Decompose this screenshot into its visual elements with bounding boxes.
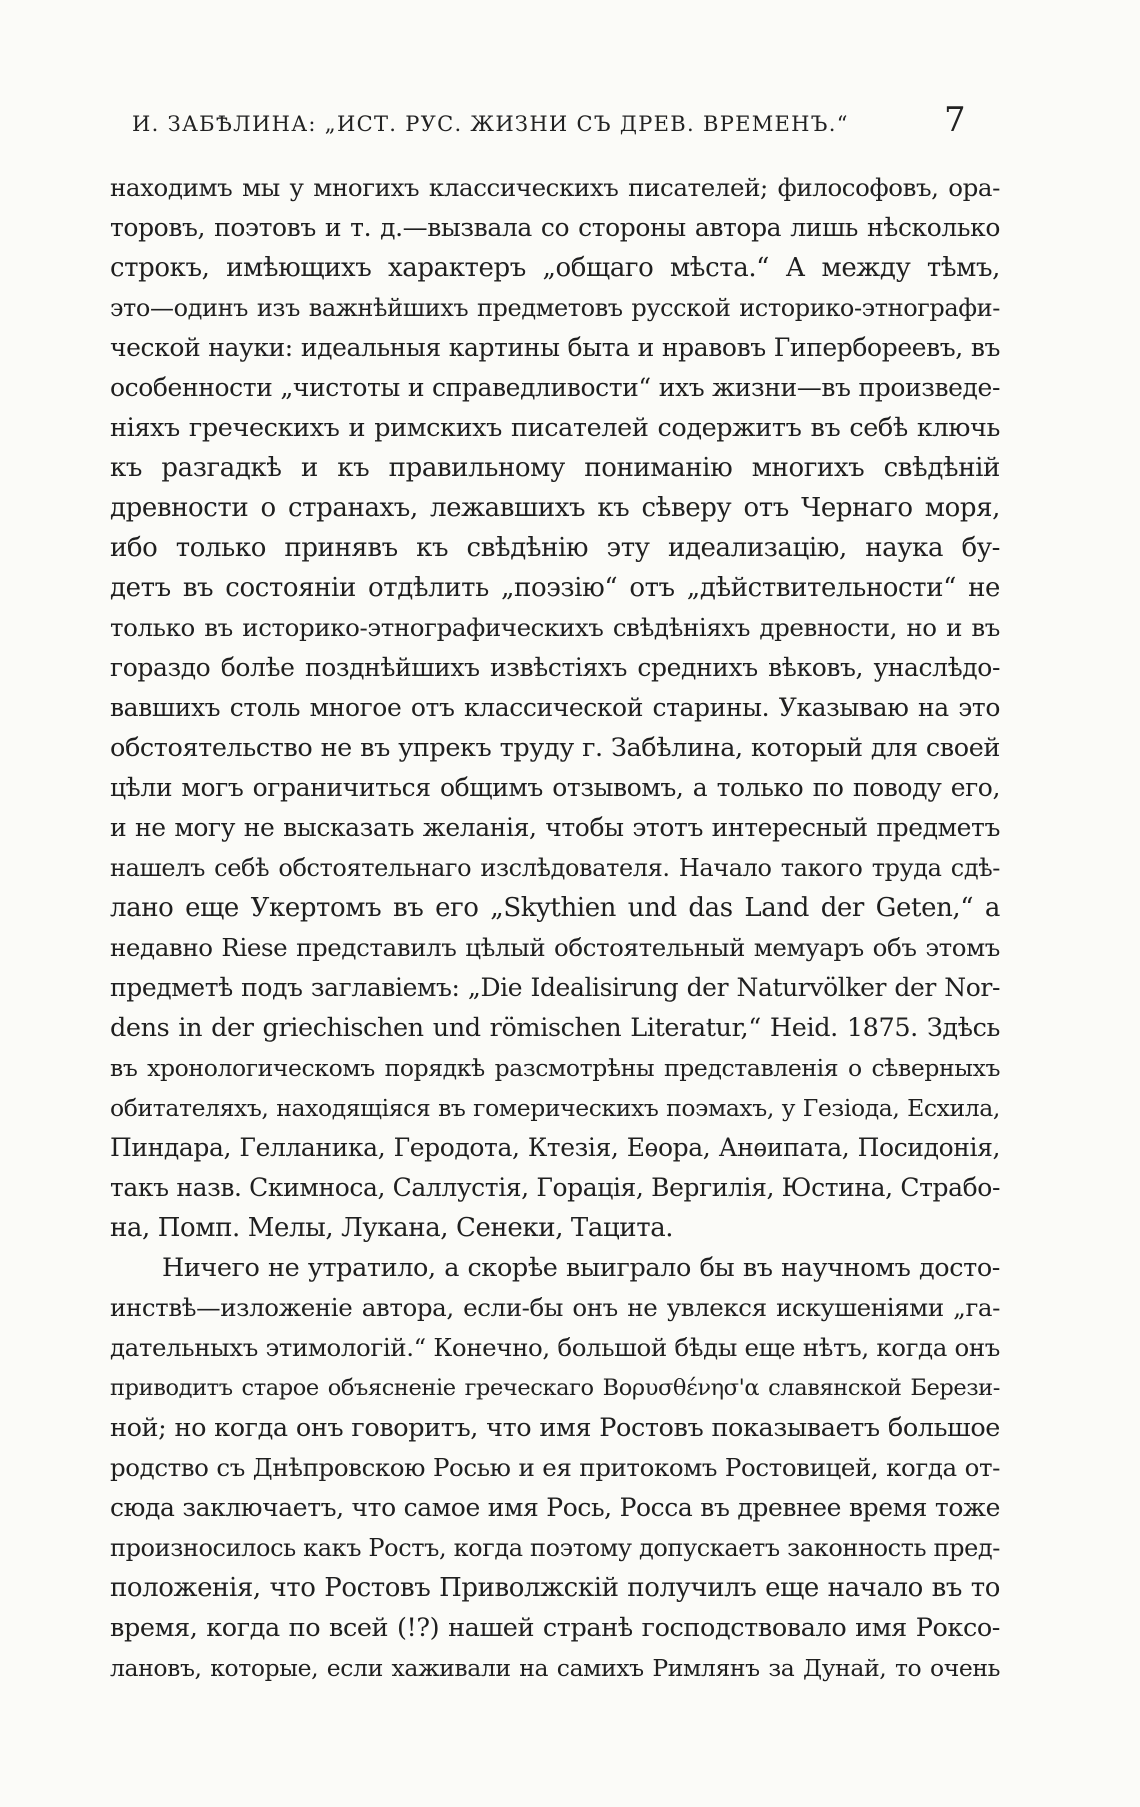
text-line: предметѣ подъ заглавіемъ: „Die Idealisirung der Naturvölker der Nor- xyxy=(110,973,1000,1002)
text-line: ной; но когда онъ говоритъ, что имя Ростовъ показываетъ большое xyxy=(110,1413,1000,1443)
text-line: Пиндара, Гелланика, Геродота, Ктезія, Еѳора, Анѳипата, Посидонія, xyxy=(110,1133,1000,1162)
text-line: въ хронологическомъ порядкѣ разсмотрѣны представленія о сѣверныхъ xyxy=(110,1054,1000,1082)
text-line: сюда заключаетъ, что самое имя Рось, Росса въ древнее время тоже xyxy=(110,1493,1000,1522)
text-line: обитателяхъ, находящіяся въ гомерическихъ поэмахъ, у Гезіода, Есхила, xyxy=(110,1094,1000,1122)
text-line: торовъ, поэтовъ и т. д.—вызвала со стороны автора лишь нѣсколько xyxy=(110,213,1000,242)
body-text xyxy=(110,168,1000,1688)
text-line: строкъ, имѣющихъ характеръ „общаго мѣста.“ А между тѣмъ, xyxy=(110,253,1000,283)
text-line: лановъ, которые, если хаживали на самихъ Римлянъ за Дунай, то очень xyxy=(110,1654,1000,1682)
text-line: такъ назв. Скимноса, Саллустія, Горація, Вергилія, Юстина, Страбо- xyxy=(110,1173,1000,1202)
text-line: и не могу не высказать желанія, чтобы этотъ интересный предметъ xyxy=(110,813,1000,842)
text-line: вавшихъ столь многое отъ классической старины. Указываю на это xyxy=(110,693,1000,722)
text-line: Ничего не утратило, а скорѣе выиграло бы въ научномъ досто- xyxy=(162,1253,1000,1283)
running-header: И. ЗАБѢЛИНА: „ИСТ. РУС. ЖИЗНИ СЪ ДРЕВ. ВРЕМЕНЪ.“ xyxy=(132,112,849,136)
text-line: ческой науки: идеальныя картины быта и нравовъ Гипербореевъ, въ xyxy=(110,333,1000,362)
paragraph-1 xyxy=(110,168,1000,1248)
text-line: особенности „чистоты и справедливости“ ихъ жизни—въ произведе- xyxy=(110,373,1000,402)
text-line: произносилось какъ Ростъ, когда поэтому допускаетъ законность пред- xyxy=(110,1534,1000,1562)
text-line: инствѣ—изложеніе автора, если-бы онъ не увлекся искушеніями „га- xyxy=(110,1293,1000,1322)
text-line: дательныхъ этимологій.“ Конечно, большой бѣды еще нѣтъ, когда онъ xyxy=(110,1333,1000,1362)
text-line: только въ историко-этнографическихъ свѣдѣніяхъ древности, но и въ xyxy=(110,613,1000,642)
paragraph-2 xyxy=(110,1248,1000,1688)
text-line: цѣли могъ ограничиться общимъ отзывомъ, а только по поводу его, xyxy=(110,773,1000,802)
text-line: древности о странахъ, лежавшихъ къ сѣверу отъ Чернаго моря, xyxy=(110,493,1000,523)
text-line: приводитъ старое объясненіе греческаго Βορυσθένησ'α славянской Берези- xyxy=(110,1375,1000,1401)
text-line: это—одинъ изъ важнѣйшихъ предметовъ русской историко-этнографи- xyxy=(110,294,1000,322)
page-number: 7 xyxy=(944,100,966,140)
text-line: къ разгадкѣ и къ правильному пониманію многихъ свѣдѣній xyxy=(110,453,1000,483)
text-line: детъ въ состояніи отдѣлить „поэзію“ отъ „дѣйствительности“ не xyxy=(110,573,1000,603)
text-line: на, Помп. Мелы, Лукана, Сенеки, Тацита. xyxy=(110,1213,674,1243)
text-line: обстоятельство не въ упрекъ труду г. Забѣлина, который для своей xyxy=(110,733,1000,763)
text-line: время, когда по всей (!?) нашей странѣ господствовало имя Роксо- xyxy=(110,1613,1000,1643)
text-line: гораздо болѣе позднѣйшихъ извѣстіяхъ среднихъ вѣковъ, унаслѣдо- xyxy=(110,653,1000,682)
text-line: ніяхъ греческихъ и римскихъ писателей содержитъ въ себѣ ключь xyxy=(110,413,1000,443)
text-line: лано еще Укертомъ въ его „Skythien und das Land der Geten,“ а xyxy=(110,893,1000,923)
text-line: нашелъ себѣ обстоятельнаго изслѣдователя. Начало такого труда сдѣ- xyxy=(110,854,1000,882)
text-line: находимъ мы у многихъ классическихъ писателей; философовъ, ора- xyxy=(110,173,1000,202)
text-line: dens in der griechischen und römischen Literatur,“ Heid. 1875. Здѣсь xyxy=(110,1013,1000,1043)
text-line: родство съ Днѣпровскою Росью и ея притокомъ Ростовицей, когда от- xyxy=(110,1453,1000,1482)
text-line: положенія, что Ростовъ Приволжскій получилъ еще начало въ то xyxy=(110,1573,1000,1603)
text-line: недавно Riese представилъ цѣлый обстоятельный мемуаръ объ этомъ xyxy=(110,933,1000,962)
text-line: ибо только принявъ къ свѣдѣнію эту идеализацію, наука бу- xyxy=(110,533,1000,563)
